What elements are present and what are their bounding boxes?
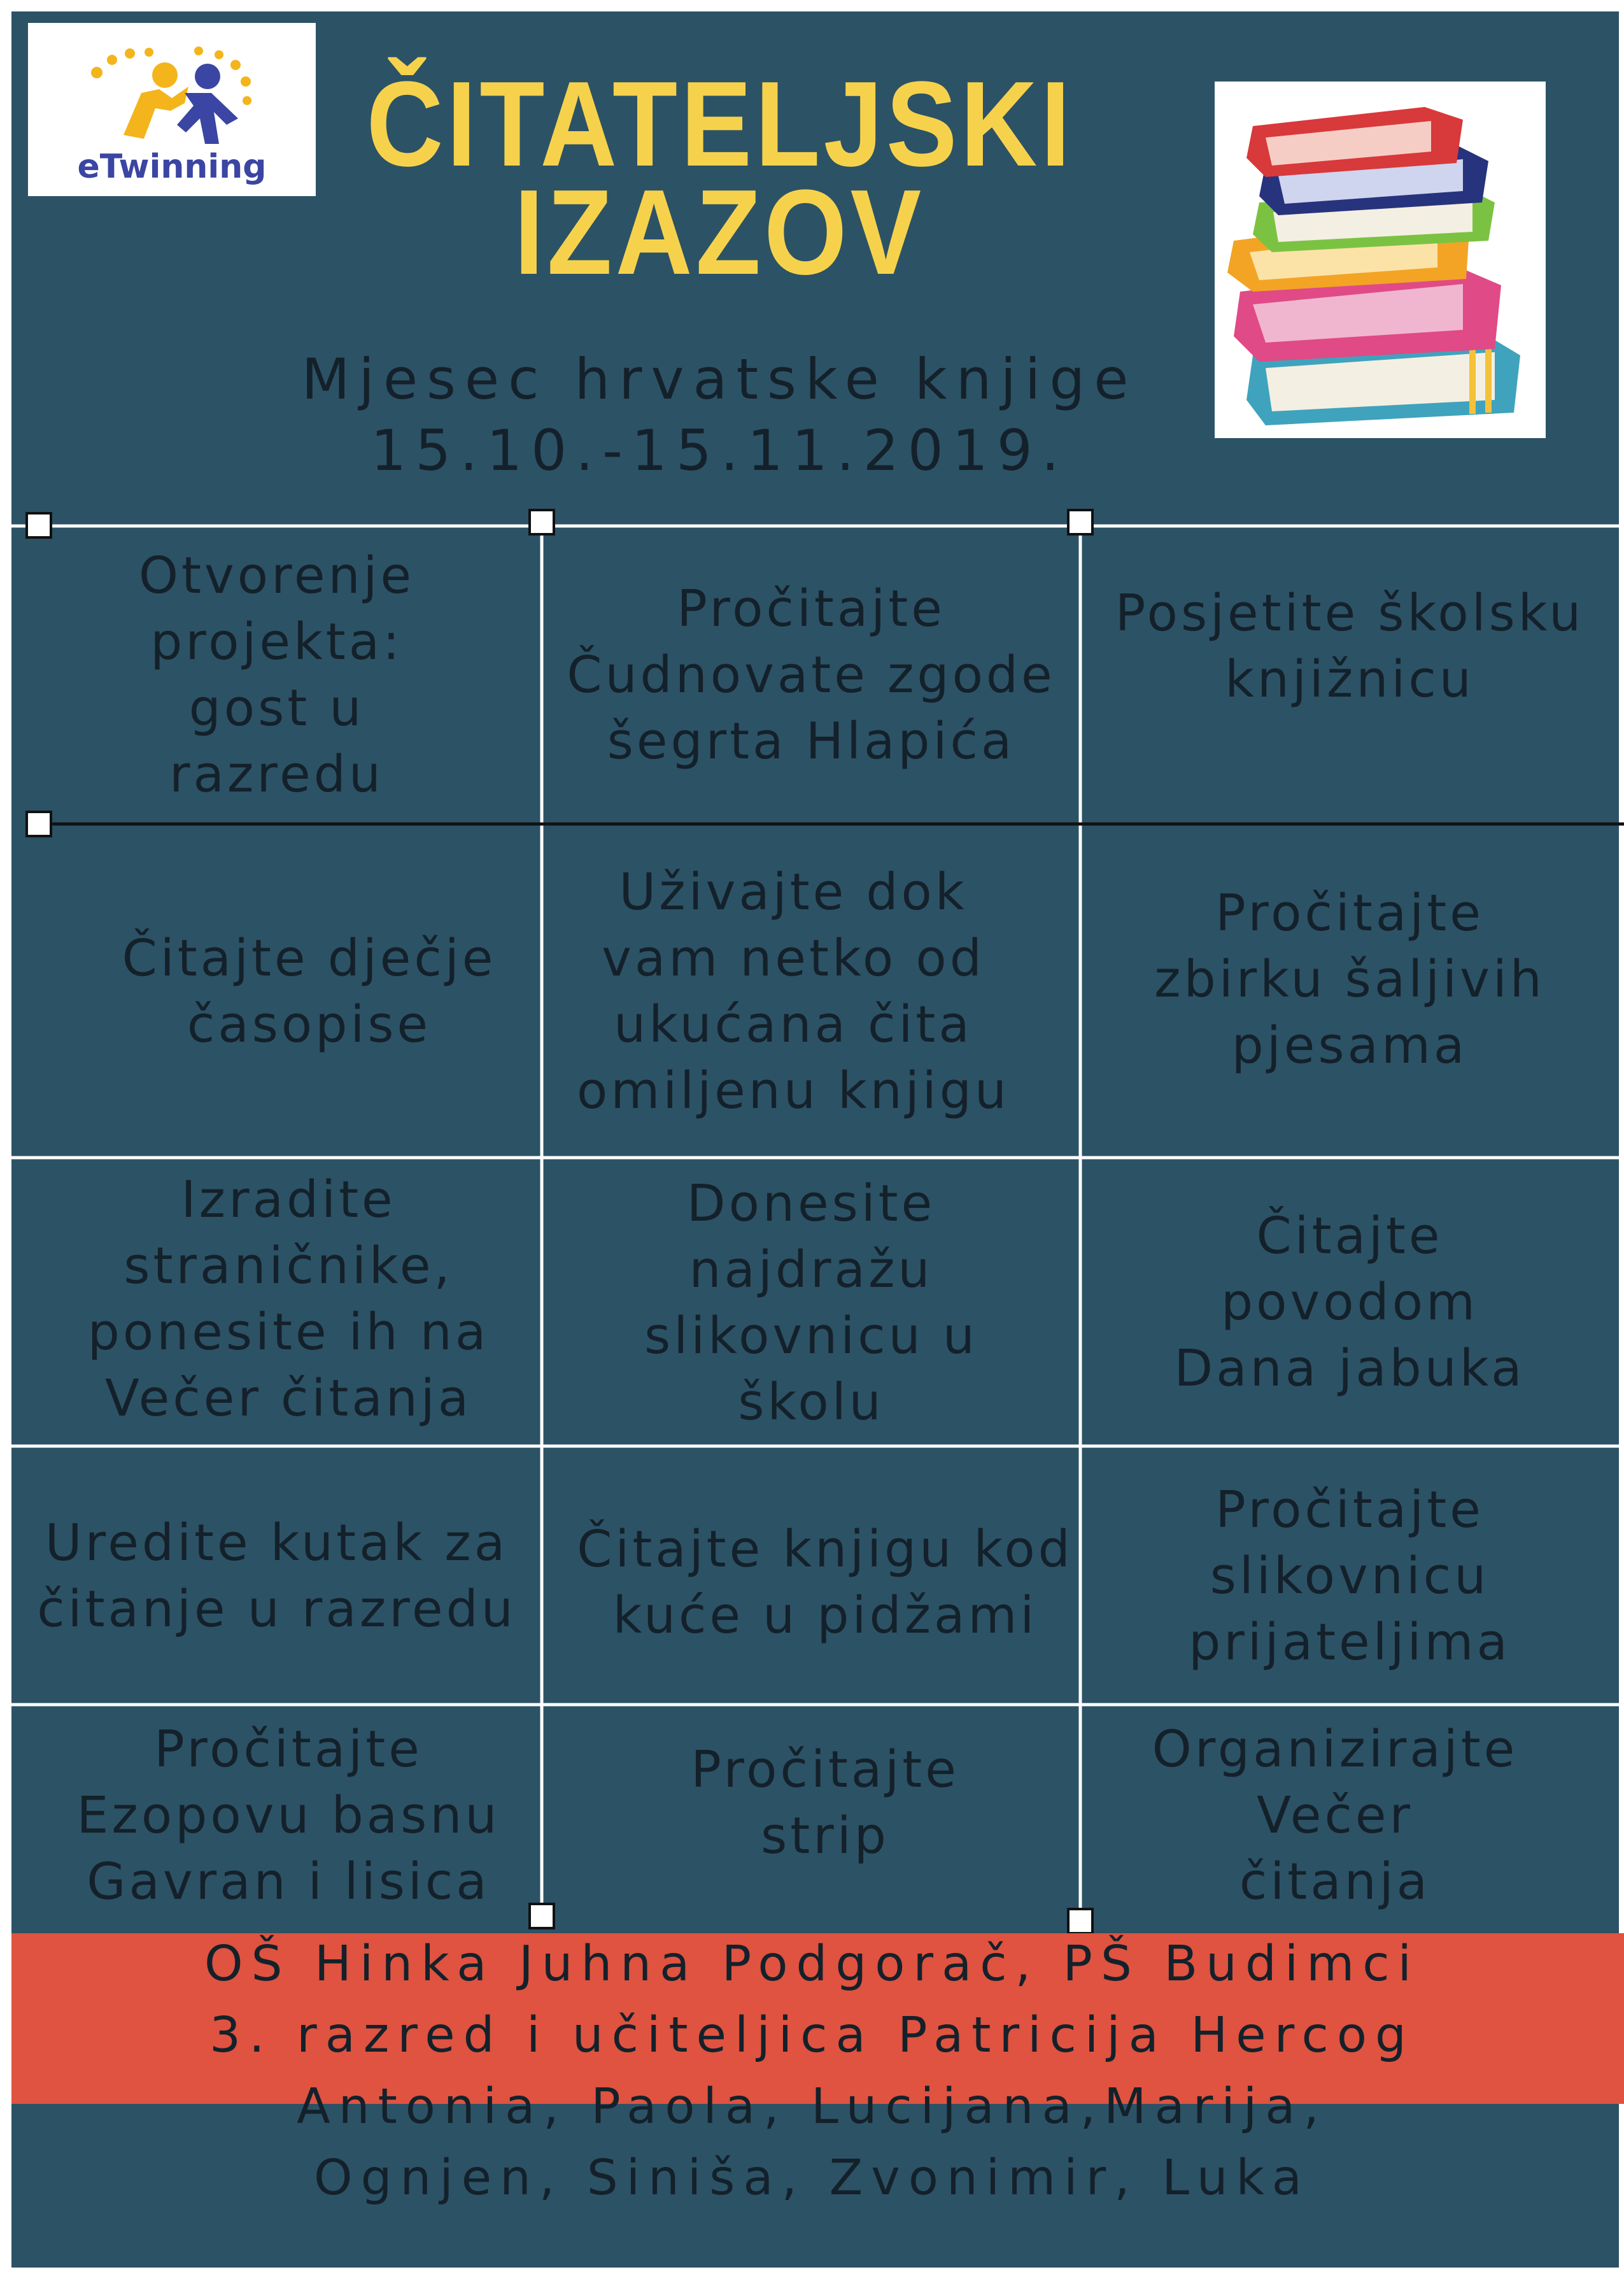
cell-text: pjesama — [1231, 1016, 1468, 1075]
title-line-1: ČITATELJSKI — [366, 57, 1074, 192]
challenge-pajama-reading — [542, 1449, 1108, 1716]
subtitle-dates: 15.10.-15.11.2019. — [371, 418, 1068, 483]
challenge-read-magazines — [38, 827, 580, 1156]
footer-school: OŠ Hinka Juhna Podgorač, PŠ Budimci — [204, 1936, 1420, 1992]
etwinning-logo-text: eTwinning — [77, 148, 267, 186]
cell-text: Donesite — [686, 1174, 936, 1233]
cell-text: čitanja — [1239, 1852, 1431, 1911]
footer-students-1: Antonia, Paola, Lucijana,Marija, — [297, 2078, 1327, 2135]
cell-text: najdražu — [689, 1240, 933, 1299]
cell-text: Pročitajte — [154, 1720, 423, 1778]
challenge-read-hlapic — [542, 529, 1080, 821]
cell-text: Gavran i lisica — [87, 1852, 490, 1911]
cell-text: Posjetite školsku — [1115, 584, 1585, 643]
cell-text: Čitajte dječje — [122, 929, 497, 988]
challenge-funny-poems — [1080, 827, 1619, 1132]
cell-text: Uživajte dok — [619, 863, 968, 921]
cell-text: ukućana čita — [614, 995, 973, 1054]
cell-text: zbirku šaljivih — [1154, 950, 1545, 1009]
cell-text: školu — [738, 1373, 884, 1431]
cell-text: Otvorenje — [138, 546, 415, 605]
cell-text: vam netko od — [602, 929, 985, 988]
challenge-aesop-fable — [11, 1707, 565, 1924]
cell-text: knjižnicu — [1225, 650, 1474, 709]
cell-text: Uredite kutak za — [45, 1514, 509, 1572]
cell-text: Večer čitanja — [104, 1369, 472, 1428]
cell-text: straničnike, — [124, 1237, 453, 1295]
cell-text: Ezopovu basnu — [76, 1786, 500, 1845]
cell-text: Pročitajte — [1215, 1480, 1484, 1539]
challenge-reading-evening — [1080, 1707, 1590, 1924]
challenge-visit-library — [1080, 529, 1619, 764]
cell-text: Pročitajte — [691, 1740, 959, 1799]
subtitle-month: Mjesec hrvatske knjige — [301, 346, 1138, 412]
cell-text: Pročitajte — [1215, 884, 1484, 942]
challenge-family-reading — [542, 827, 1045, 1156]
cell-text: šegrta Hlapića — [607, 712, 1015, 770]
challenge-reading-corner — [11, 1449, 542, 1703]
cell-text: razredu — [169, 745, 384, 804]
cell-text: prijateljima — [1189, 1613, 1511, 1672]
cell-text: Pročitajte — [677, 579, 945, 638]
cell-text: časopise — [187, 995, 432, 1054]
challenge-comic — [542, 1707, 1108, 1898]
challenge-picture-book — [542, 1163, 1080, 1443]
cell-text: omiljenu knjigu — [577, 1061, 1010, 1120]
title-line-2: IZAZOV — [514, 165, 925, 300]
cell-text: gost u — [188, 679, 365, 737]
challenge-read-to-friends — [1080, 1449, 1619, 1703]
cell-text: slikovnicu u — [644, 1307, 978, 1365]
cell-text: projekta: — [150, 613, 403, 671]
footer-class-teacher: 3. razred i učiteljica Patricija Hercog — [209, 2007, 1415, 2064]
cell-text: Čitajte knjigu kod — [577, 1520, 1073, 1579]
cell-text: Večer — [1256, 1786, 1414, 1845]
challenge-bookmarks — [11, 1146, 565, 1452]
cell-text: Čudnovate zgode — [567, 646, 1056, 704]
cell-text: Organizirajte — [1152, 1720, 1518, 1778]
challenge-apple-day — [1080, 1160, 1619, 1444]
cell-text: povodom — [1220, 1272, 1478, 1331]
footer-students-2: Ognjen, Siniša, Zvonimir, Luka — [314, 2150, 1310, 2206]
cell-text: Dana jabuka — [1174, 1338, 1525, 1398]
cell-text: ponesite ih na — [87, 1303, 490, 1361]
cell-text: strip — [761, 1807, 889, 1865]
challenge-open-project — [11, 529, 542, 821]
cell-text: kuće u pidžami — [612, 1586, 1038, 1645]
cell-text: slikovnicu — [1210, 1547, 1490, 1605]
cell-text: čitanje u razredu — [37, 1580, 516, 1638]
cell-text: Čitajte — [1256, 1206, 1443, 1265]
cell-text: Izradite — [181, 1170, 396, 1229]
